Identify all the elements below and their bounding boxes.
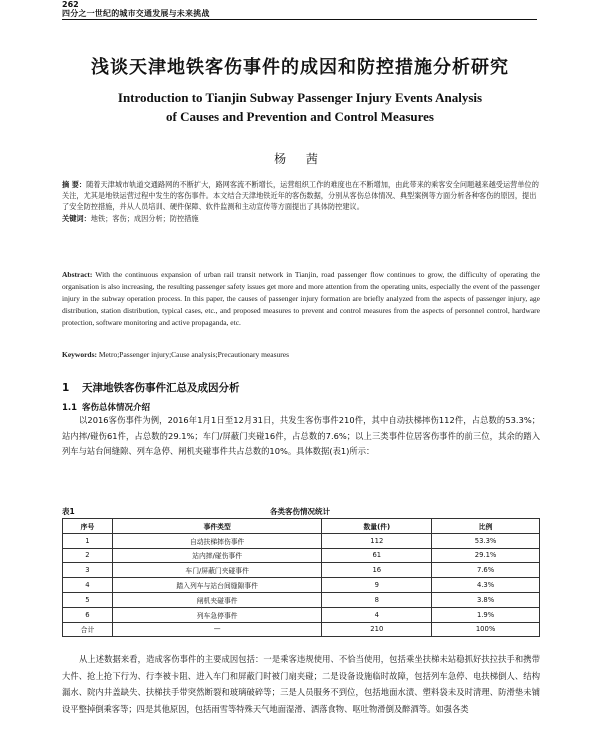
table-cell: 8 [322, 592, 432, 607]
table-cell: 6 [63, 607, 113, 622]
body-paragraph-1: 以2016客伤事件为例，2016年1月1日至12月31日，共发生客伤事件210件，其中自动扶梯摔伤112件，占总数的53.3%；站内摔/碰伤61件，占总数的29.1%；车门/屏蔽门夹碰16件，占总数的7.6%；以上三类事件位居客伤事件的前三位，其余的踏入列车与站台间缝隙、列车急停、闸机夹碰事件共占总数的10%。具体数据(表1)所示： [62, 415, 540, 456]
table-cell: 100% [432, 622, 540, 637]
subsection-number: 1.1 [62, 403, 78, 413]
table-row [63, 563, 540, 578]
table-cell: 7.6% [432, 563, 540, 578]
abstract-chinese-label: 摘 要： [62, 180, 87, 189]
table-cell: 112 [322, 533, 432, 548]
table-label: 表1 [62, 507, 75, 516]
keywords-english-label: Keywords: [62, 350, 97, 359]
abstract-english-text: With the continuous expansion of urban rail transit network in Tianjin, road passenger flow continues to grow, the difficulty of operating the organisation is also increasing, the resulting passenger safety issues get more and more attention from the operating units, especially the event of the passenger injury in the subway operation process. In this paper, the causes of passenger injury formation are briefly analyzed from the aspects of passenger injury, age distribution, station distribution, typical cases, etc., and proposed measures to prevent and control measures from the aspects of personnel control, hardware protection, software monitoring and active propaganda, etc. [62, 270, 540, 327]
table-header-cell: 数量(件) [322, 519, 432, 534]
table-cell: 3 [63, 563, 113, 578]
table-row [63, 548, 540, 563]
table-cell: 1.9% [432, 607, 540, 622]
subsection-heading-1-1 [62, 401, 150, 413]
table-row [63, 592, 540, 607]
running-title: 四分之一世纪的城市交通发展与未来挑战 [62, 9, 210, 18]
abstract-chinese [62, 179, 540, 212]
abstract-english-label: Abstract: [62, 270, 93, 279]
abstract-chinese-text: 随着天津城市轨道交通路网的不断扩大，路网客流不断增长，运营组织工作的难度也在不断增加，由此带来的乘客安全问题越来越受运营单位的关注，尤其是地铁运营过程中发生的客伤事件。本文结合天津地铁近年的客伤数据，分别从客伤总体情况、典型案例等方面分析各种客伤的原因，提出了安全防控措施，并从人员培训、硬件保障、软件监测和主动宣传等方面提出了具体防控建议。 [62, 180, 539, 211]
table-header-cell: 比例 [432, 519, 540, 534]
table-cell: 3.8% [432, 592, 540, 607]
table-cell: 车门/屏蔽门夹碰事件 [112, 563, 322, 578]
table-row [63, 607, 540, 622]
table-header-cell: 事件类型 [112, 519, 322, 534]
table-cell: 9 [322, 578, 432, 593]
keywords-chinese [62, 214, 540, 224]
subsection-title: 客伤总体情况介绍 [82, 403, 151, 413]
abstract-english [62, 269, 540, 329]
table-cell: 闸机夹碰事件 [112, 592, 322, 607]
title-english-line1: Introduction to Tianjin Subway Passenger Injury Events Analysis [117, 90, 483, 105]
section-number: 1 [62, 382, 70, 394]
table-cell: 合计 [63, 622, 113, 637]
keywords-chinese-text: 地铁；客伤；成因分析；防控措施 [90, 214, 199, 223]
header-rule [62, 19, 537, 20]
keywords-chinese-label: 关键词： [62, 214, 91, 223]
table-header-row [63, 519, 540, 534]
keywords-english [62, 350, 540, 359]
body-paragraph-2: 从上述数据来看，造成客伤事件的主要成因包括：一是乘客违规使用、不恰当使用，包括乘坐扶梯未站稳抓好扶拉扶手和携带大件、抢上抢下行为、行李被卡阻、进入车门和屏蔽门时被门扇夹碰；二是设备设施临时故障，包括列车急停、电扶梯倒人、结构漏水、院内井盖缺失、扶梯扶手带突然断裂和玻璃破碎等；三是人员服务不到位，包括地面水渍、塑料袋未及时清理、防滑垫未铺设平整掉倒乘客等；四是其他原因，包括雨雪等特殊天气地面湿滑、洒落食物、呕吐物滑倒及醉酒等。如强各类 [62, 654, 540, 714]
table-cell: 列车急停事件 [112, 607, 322, 622]
title-english [70, 88, 530, 126]
table-cell: 29.1% [432, 548, 540, 563]
table-row [63, 578, 540, 593]
table-cell: 61 [322, 548, 432, 563]
table-total-row [63, 622, 540, 637]
title-english-line2: of Causes and Prevention and Control Measures [166, 109, 434, 124]
table-cell: 1 [63, 533, 113, 548]
table-row [63, 533, 540, 548]
injury-statistics-table [62, 518, 540, 637]
table-cell: 4 [322, 607, 432, 622]
table-cell: — [112, 622, 322, 637]
title-chinese: 浅谈天津地铁客伤事件的成因和防控措施分析研究 [91, 57, 509, 78]
table-cell: 210 [322, 622, 432, 637]
page-number: 262 [62, 0, 79, 9]
table-header-cell: 序号 [63, 519, 113, 534]
table-cell: 站内摔/碰伤事件 [112, 548, 322, 563]
keywords-english-text: Metro;Passenger injury;Cause analysis;Precautionary measures [98, 350, 290, 359]
author: 杨 茜 [274, 152, 326, 166]
table-title: 各类客伤情况统计 [270, 507, 330, 516]
page-header [62, 0, 537, 22]
table-cell: 2 [63, 548, 113, 563]
section-title: 天津地铁客伤事件汇总及成因分析 [82, 382, 240, 394]
section-heading-1 [62, 380, 240, 395]
table-cell: 53.3% [432, 533, 540, 548]
table-cell: 5 [63, 592, 113, 607]
table-cell: 自动扶梯摔伤事件 [112, 533, 322, 548]
table-cell: 4 [63, 578, 113, 593]
table-cell: 踏入列车与站台间缝隙事件 [112, 578, 322, 593]
table-cell: 4.3% [432, 578, 540, 593]
table-cell: 16 [322, 563, 432, 578]
